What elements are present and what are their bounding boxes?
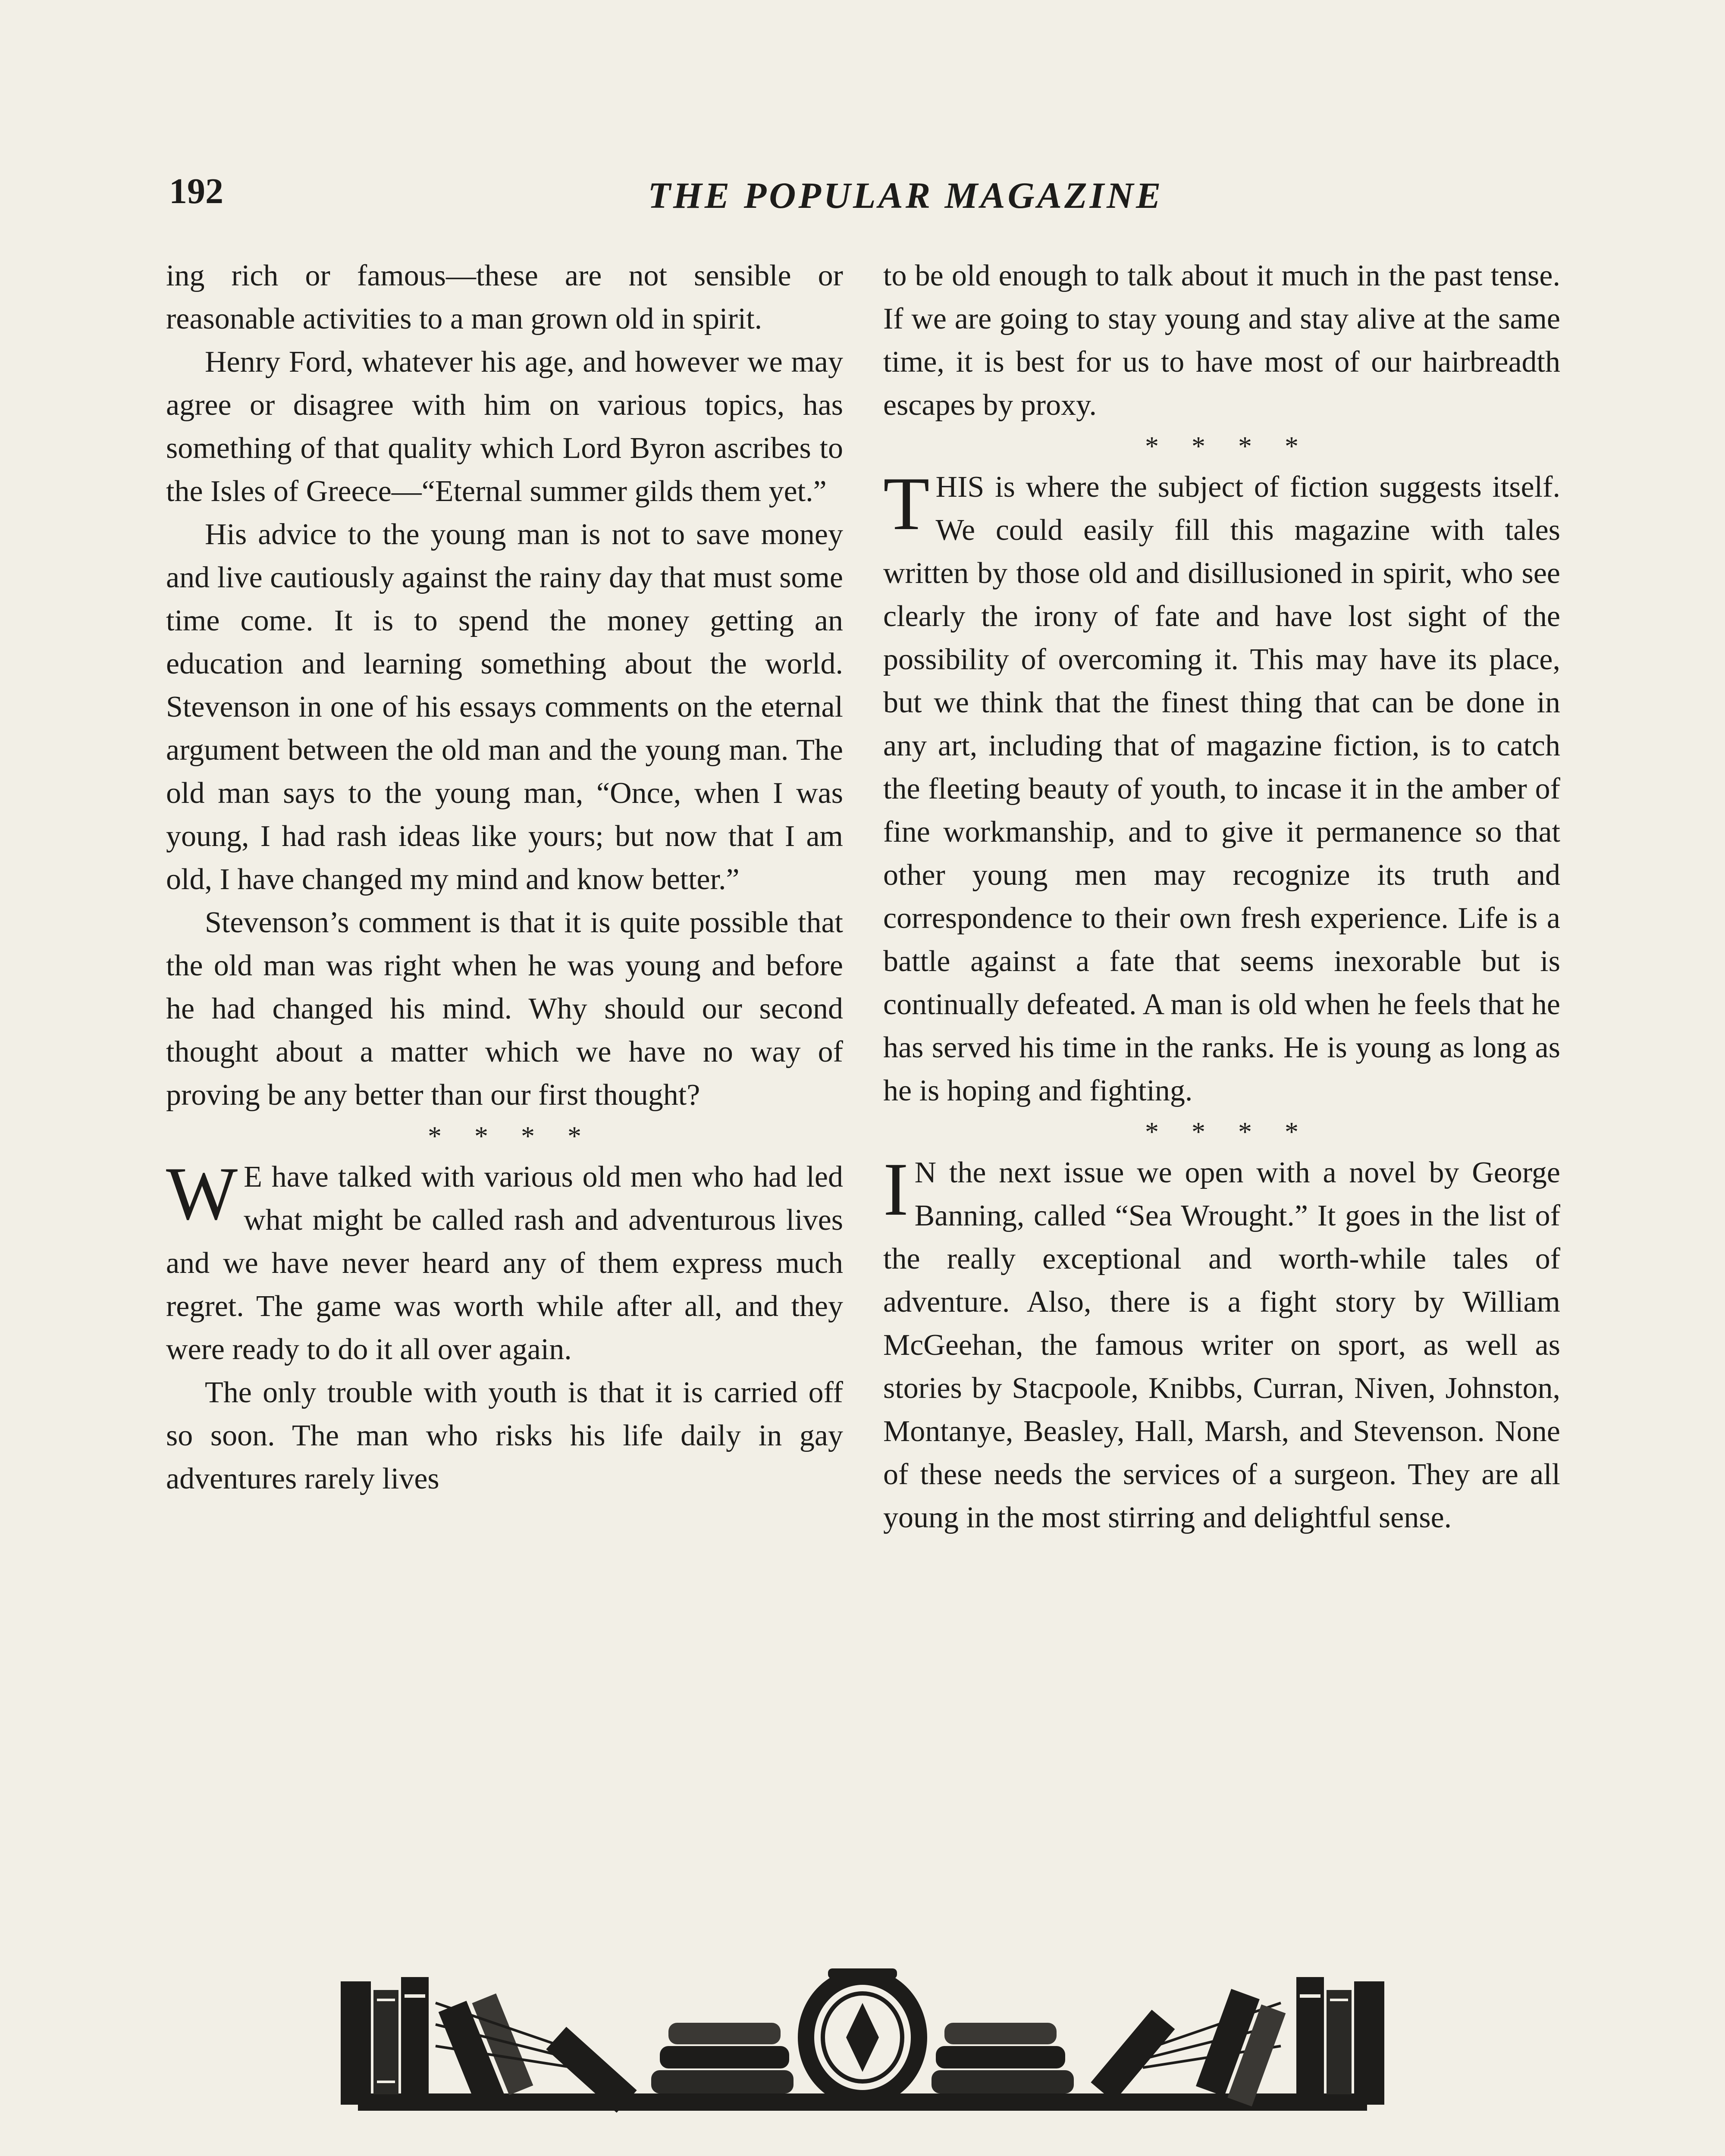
paragraph [883,462,1560,1112]
paragraph-text: HIS is where the subject of fiction suggests itself. We could easily fill this magazine with tales written by those old and disillusioned in spirit, who see clearly the irony of fate and have lost sight of the possibility of overcoming it. This may have its place, but we think that the finest thing that can be done in any art, including that of magazine fiction, is to catch the fleeting beauty of youth, to incase it in the amber of fine workmanship, and to give it permanence so that other young men may recognize its truth and correspondence to their own fresh experience. Life is a battle against a fate that seems inexorable but is continually defeated. A man is old when he feels that he has served his time in the ranks. He is young as long as he is hoping and fighting. [883,470,1560,1107]
paragraph [166,1152,843,1371]
section-separator: * * * * [428,1121,581,1151]
paragraph-text: E have talked with various old men who had led what might be called rash and adventurous lives and we have never heard any of them express much regret. The game was worth while after all, and they were ready to do it all over again. [166,1160,843,1366]
drop-cap: W [166,1152,238,1236]
bookshelf-ornament [332,1964,1393,2124]
paragraph-text: N the next issue we open with a novel by George Banning, called “Sea Wrought.” It goes in the list of the really exceptional and worth-while tales of adventure. Also, there is a fight story by William McGeehan, the famous writer on sport, as well as stories by Stacpoole, Knibbs, Curran, Niven, Johnston, Montanye, Beasley, Hall, Marsh, and Stevenson. None of these needs the services of a surgeon. They are all young in the most stirring and delightful sense. [883,1156,1560,1534]
page-number: 192 [169,171,223,211]
drop-cap: T [883,462,930,546]
paragraph: ing rich or famous—these are not sensible or reasonable activities to a man grown old in spirit. [166,259,843,335]
section-separator: * * * * [1145,1116,1298,1147]
paragraph: to be old enough to talk about it much in the past tense. If we are going to stay young and stay alive at the same time, it is best for us to have most of our hairbreadth escapes by proxy. [883,259,1560,422]
drop-cap: I [883,1147,909,1232]
paragraph: The only trouble with youth is that it is carried off so soon. The man who risks his life daily in gay adventures rarely lives [166,1376,843,1495]
running-head: THE POPULAR MAGAZINE [648,175,1164,216]
paragraph: Stevenson’s comment is that it is quite possible that the old man was right when he was young and before he had changed his mind. Why should our second thought about a matter which we have no way of proving be any better than our first thought? [166,906,843,1112]
paragraph: His advice to the young man is not to save money and live cautiously against the rainy day that must some time come. It is to spend the money getting an education and learning something about the world. Stevenson in one of his essays comments on the eternal argument between the old man and the young man. The old man says to the young man, “Once, when I was young, I had rash ideas like yours; but now that I am old, I have changed my mind and know better.” [166,518,843,896]
paragraph: Henry Ford, whatever his age, and however we may agree or disagree with him on various topics, has something of that quality which Lord Byron ascribes to the Isles of Greece—“Eternal summer gilds them yet.” [166,345,843,508]
paragraph [883,1147,1560,1539]
section-separator: * * * * [1145,431,1298,461]
left-column [166,254,843,1501]
right-column [883,254,1560,1539]
